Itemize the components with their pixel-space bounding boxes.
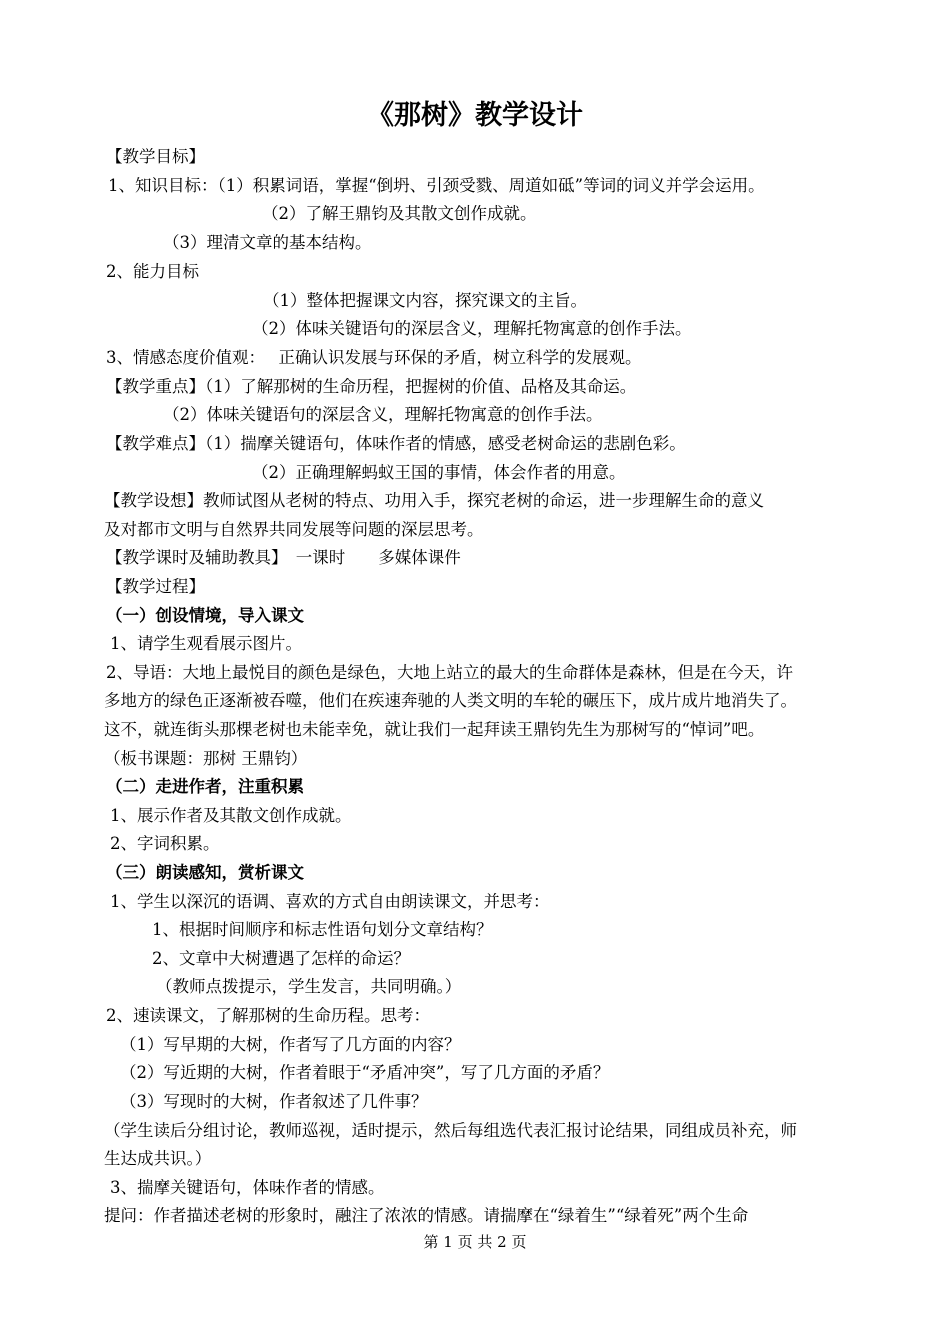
discussion-note: （学生读后分组讨论，教师巡视，适时提示，然后每组选代表汇报讨论结果，同组成员补充，师 — [104, 1121, 797, 1140]
section-difficulties: 【教学难点】（1）揣摩关键语句，体味作者的情感，感受老树命运的悲剧色彩。 — [106, 434, 686, 453]
difficulty-2: （2）正确理解蚂蚁王国的事情，体会作者的用意。 — [252, 463, 626, 482]
step-one-item-2-cont: 多地方的绿色正逐渐被吞噬，他们在疾速奔驰的人类文明的车轮的碾压下，成片成片地消失了。 — [104, 691, 797, 710]
section-key-points: 【教学重点】（1）了解那树的生命历程，把握树的价值、品格及其命运。 — [106, 377, 637, 396]
step-three-heading: （三）朗读感知，赏析课文 — [106, 863, 304, 882]
objective-ability-2: （2）体味关键语句的深层含义，理解托物寓意的创作手法。 — [252, 319, 692, 338]
section-heading-objectives: 【教学目标】 — [106, 147, 205, 166]
blackboard-note: （板书课题：那树 王鼎钧） — [104, 749, 308, 768]
objective-knowledge-3: （3）理清文章的基本结构。 — [163, 233, 372, 252]
step-one-heading: （一）创设情境，导入课文 — [106, 606, 304, 625]
step-two-item-1: 1、展示作者及其散文创作成就。 — [110, 806, 352, 825]
sub-question-3: （3）写现时的大树，作者叙述了几件事？ — [120, 1092, 428, 1111]
question-prompt: 提问：作者描述老树的形象时，融注了浓浓的情感。请揣摩在“绿着生”“绿着死”两个生命 — [104, 1206, 749, 1225]
sub-question-2: （2）写近期的大树，作者着眼于“矛盾冲突”，写了几方面的矛盾？ — [120, 1063, 610, 1082]
teacher-note: （教师点拨提示，学生发言，共同明确。） — [156, 977, 462, 996]
objective-knowledge: 1、知识目标：（1）积累词语，掌握“倒坍、引颈受戮、周道如砥”等词的词义并学会运用。 — [108, 176, 765, 195]
document-title: 《那树》教学设计 — [367, 100, 583, 131]
teaching-idea-cont: 及对都市文明与自然界共同发展等问题的深层思考。 — [104, 520, 484, 539]
step-three-item-3: 3、揣摩关键语句，体味作者的情感。 — [110, 1178, 385, 1197]
objective-ability: 2、能力目标 — [106, 262, 199, 281]
sub-question-1: （1）写早期的大树，作者写了几方面的内容？ — [120, 1035, 461, 1054]
step-one-item-1: 1、请学生观看展示图片。 — [110, 634, 302, 653]
page-footer: 第 1 页 共 2 页 — [423, 1233, 527, 1251]
step-three-item-2: 2、速读课文，了解那树的生命历程。思考： — [106, 1006, 430, 1025]
step-one-item-2: 2、导语：大地上最悦目的颜色是绿色，大地上站立的最大的生命群体是森林，但是在今天，许 — [106, 663, 793, 682]
objective-values: 3、情感态度价值观： 正确认识发展与环保的矛盾，树立科学的发展观。 — [106, 348, 642, 367]
section-period-tools: 【教学课时及辅助教具】 一课时 多媒体课件 — [106, 548, 461, 567]
objective-ability-1: （1）整体把握课文内容，探究课文的主旨。 — [263, 291, 587, 310]
step-three-item-1: 1、学生以深沉的语调、喜欢的方式自由朗读课文，并思考： — [110, 892, 550, 911]
step-two-item-2: 2、字词积累。 — [110, 834, 220, 853]
section-teaching-idea: 【教学设想】教师试图从老树的特点、功用入手，探究老树的命运，进一步理解生命的意义 — [104, 491, 764, 510]
question-1: 1、根据时间顺序和标志性语句划分文章结构？ — [152, 920, 493, 939]
section-process: 【教学过程】 — [106, 577, 205, 596]
step-two-heading: （二）走进作者，注重积累 — [106, 777, 304, 796]
question-2: 2、文章中大树遭遇了怎样的命运？ — [152, 949, 410, 968]
discussion-note-cont: 生达成共识。） — [104, 1149, 212, 1168]
objective-knowledge-2: （2）了解王鼎钧及其散文创作成就。 — [262, 204, 537, 223]
key-point-2: （2）体味关键语句的深层含义，理解托物寓意的创作手法。 — [163, 405, 603, 424]
step-one-item-2-cont-2: 这不，就连街头那棵老树也未能幸免，就让我们一起拜读王鼎钧先生为那树写的“悼词”吧。 — [104, 720, 765, 739]
